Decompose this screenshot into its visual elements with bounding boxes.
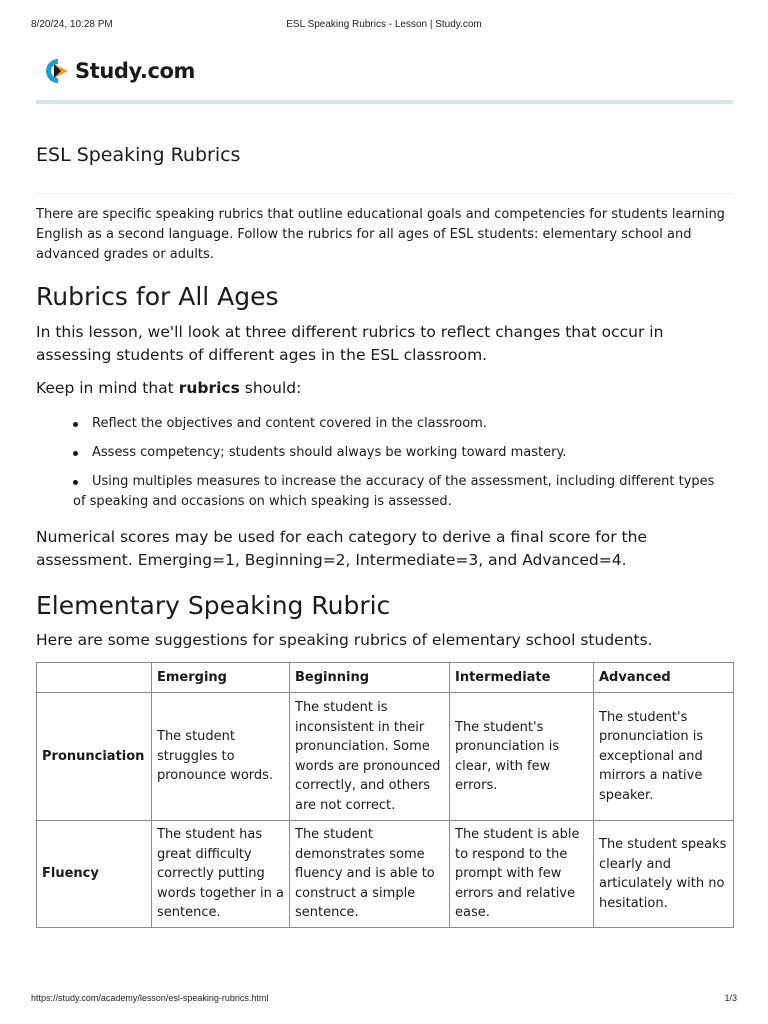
intro-paragraph: There are specific speaking rubrics that outline educational goals and competencies for students learning English as a second language. Follow the rubrics for all ages of ESL students: elementary school and advanced grades or adults. [36, 207, 725, 262]
study-play-icon [46, 58, 70, 84]
section-heading-all-ages: Rubrics for All Ages [36, 282, 279, 311]
lesson-title: ESL Speaking Rubrics [36, 144, 241, 166]
header-divider [36, 100, 733, 104]
scores-paragraph: Numerical scores may be used for each category to derive a final score for the assessment. Emerging=1, Beginning=2, Intermediate=3, and Advanced=4. [36, 528, 647, 569]
row-header: Fluency [37, 821, 152, 928]
keep-in-mind-paragraph [36, 377, 741, 400]
table-cell: The student demonstrates some fluency and is able to construct a simple sentence. [290, 821, 450, 928]
print-page-title: ESL Speaking Rubrics - Lesson | Study.com [286, 19, 482, 30]
table-cell: The student is able to respond to the prompt with few errors and relative ease. [450, 821, 594, 928]
table-cell: The student is inconsistent in their pronunciation. Some words are pronounced correctly, and others are not correct. [290, 693, 450, 821]
column-header: Emerging [152, 663, 290, 693]
keep-in-mind-text: Keep in mind that [36, 379, 179, 397]
elementary-paragraph: Here are some suggestions for speaking rubrics of elementary school students. [36, 631, 653, 649]
list-item-text: Assess competency; students should always be working toward mastery. [92, 445, 567, 460]
bullet-dot [73, 451, 78, 456]
column-header [37, 663, 152, 693]
keep-in-mind-bold: rubrics [178, 379, 240, 397]
title-divider [36, 193, 733, 194]
column-header: Beginning [290, 663, 450, 693]
table-cell: The student speaks clearly and articulately with no hesitation. [594, 821, 734, 928]
column-header: Advanced [594, 663, 734, 693]
list-item-text: Using multiples measures to increase the accuracy of the assessment, including different types of speaking and occasions on which speaking is assessed. [73, 474, 715, 509]
table-row [37, 821, 734, 928]
logo-text: Study.com [75, 59, 196, 83]
table-row [37, 693, 734, 821]
keep-in-mind-tail: should: [239, 379, 302, 397]
list-item-text: Reflect the objectives and content covered in the classroom. [92, 416, 487, 431]
elementary-rubric-table [36, 662, 734, 928]
row-header: Pronunciation [37, 693, 152, 821]
print-datetime: 8/20/24, 10:28 PM [31, 19, 113, 30]
table-header-row [37, 663, 734, 693]
table-cell: The student's pronunciation is exceptional and mirrors a native speaker. [594, 693, 734, 821]
rubric-bullet-list [36, 414, 726, 521]
bullet-dot [73, 480, 78, 485]
section-heading-elementary: Elementary Speaking Rubric [36, 591, 391, 620]
table-cell: The student's pronunciation is clear, with few errors. [450, 693, 594, 821]
list-item [36, 472, 726, 512]
all-ages-paragraph: In this lesson, we'll look at three different rubrics to reflect changes that occur in assessing students of different ages in the ESL classroom. [36, 323, 664, 364]
column-header: Intermediate [450, 663, 594, 693]
list-item [36, 414, 726, 434]
page-number: 1/3 [724, 993, 737, 1003]
study-logo[interactable] [46, 56, 195, 86]
table-cell: The student struggles to pronounce words. [152, 693, 290, 821]
table-cell: The student has great difficulty correctly putting words together in a sentence. [152, 821, 290, 928]
print-url[interactable]: https://study.com/academy/lesson/esl-speaking-rubrics.html [31, 993, 269, 1003]
list-item [36, 443, 726, 463]
bullet-dot [73, 422, 78, 427]
